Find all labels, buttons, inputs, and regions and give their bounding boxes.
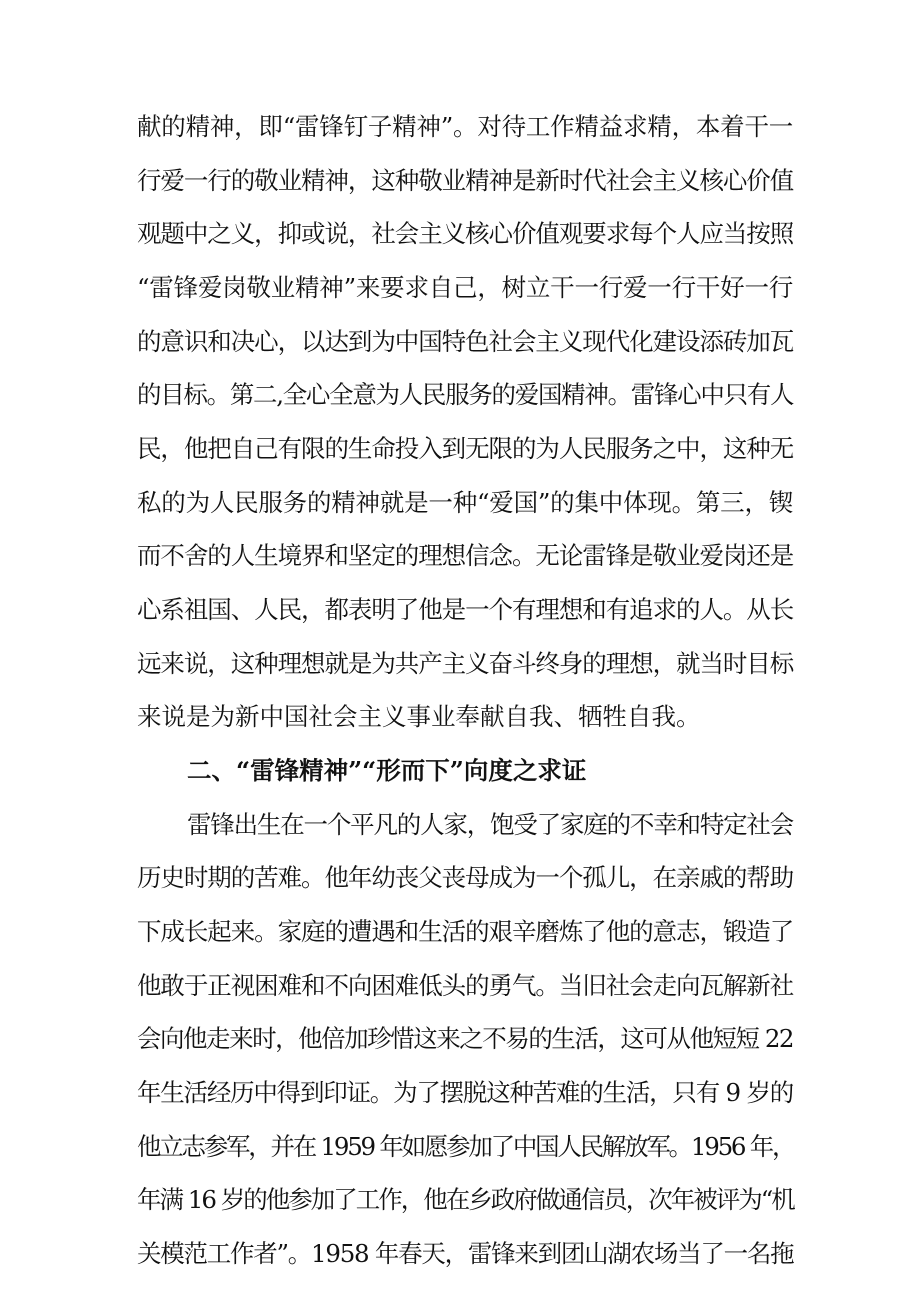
text-line: 关模范工作者”。1958 年春天，雷锋来到团山湖农场当了一名拖 bbox=[137, 1239, 794, 1268]
text-line: 的目标。第二,全心全意为人民服务的爱国精神。雷锋心中只有人 bbox=[137, 380, 793, 409]
text-line: 献的精神，即“雷锋钉子精神”。对待工作精益求精，本着干一 bbox=[137, 112, 793, 141]
text-line: 来说是为新中国社会主义事业奉献自我、牺牲自我。 bbox=[137, 702, 701, 731]
text-line: 年满 16 岁的他参加了工作，他在乡政府做通信员，次年被评为“机 bbox=[137, 1185, 794, 1214]
text-line: 行爱一行的敬业精神，这种敬业精神是新时代社会主义核心价值 bbox=[137, 166, 793, 195]
text-line: 会向他走来时，他倍加珍惜这来之不易的生活，这可从他短短 22 bbox=[137, 1024, 793, 1053]
text-line: 年生活经历中得到印证。为了摆脱这种苦难的生活，只有 9 岁的 bbox=[137, 1078, 793, 1107]
text-line: 的意识和决心，以达到为中国特色社会主义现代化建设添砖加瓦 bbox=[137, 327, 793, 356]
text-line: 远来说，这种理想就是为共产主义奋斗终身的理想，就当时目标 bbox=[137, 649, 793, 678]
section-heading: 二、“雷锋精神”“形而下”向度之求证 bbox=[187, 756, 587, 785]
text-line: 他敢于正视困难和不向困难低头的勇气。当旧社会走向瓦解新社 bbox=[137, 971, 793, 1000]
text-line: 观题中之义，抑或说，社会主义核心价值观要求每个人应当按照 bbox=[137, 219, 793, 248]
text-line: “雷锋爱岗敬业精神”来要求自己，树立干一行爱一行干好一行 bbox=[137, 273, 793, 302]
text-line: 而不舍的人生境界和坚定的理想信念。无论雷锋是敬业爱岗还是 bbox=[137, 541, 793, 570]
text-line: 历史时期的苦难。他年幼丧父丧母成为一个孤儿，在亲戚的帮助 bbox=[137, 863, 793, 892]
text-line: 私的为人民服务的精神就是一种“爱国”的集中体现。第三，锲 bbox=[137, 488, 793, 517]
text-line: 下成长起来。家庭的遭遇和生活的艰辛磨炼了他的意志，锻造了 bbox=[137, 917, 793, 946]
text-line: 民，他把自己有限的生命投入到无限的为人民服务之中，这种无 bbox=[137, 434, 793, 463]
text-line: 心系祖国、人民，都表明了他是一个有理想和有追求的人。从长 bbox=[137, 595, 793, 624]
text-line: 雷锋出生在一个平凡的人家，饱受了家庭的不幸和特定社会 bbox=[187, 810, 793, 839]
text-line: 他立志参军，并在 1959 年如愿参加了中国人民解放军。1956 年， bbox=[137, 1132, 795, 1161]
